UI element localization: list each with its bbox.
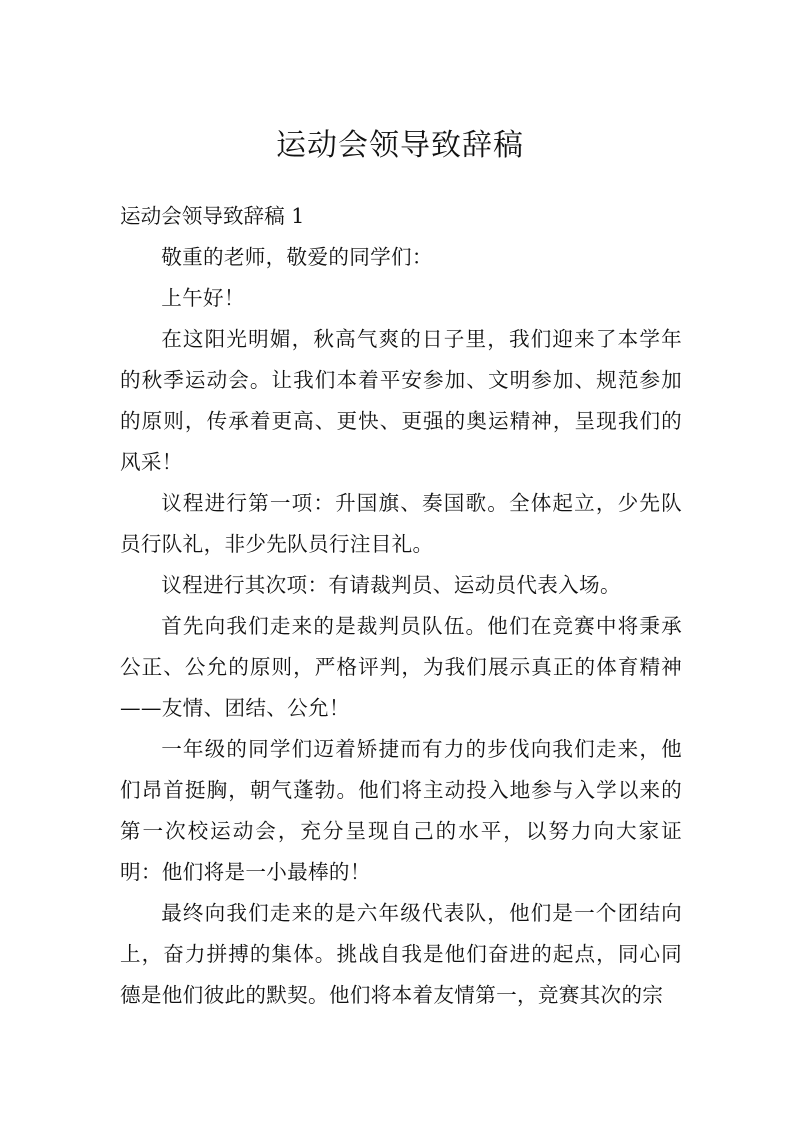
body-paragraph: 一年级的同学们迈着矫捷而有力的步伐向我们走来，他们昂首挺胸，朝气蓬勃。他们将主动投入地参与入学以来的第一次校运动会，充分呈现自己的水平，以努力向大家证明：他们将是一小最棒的！	[120, 737, 682, 884]
greeting-paragraph: 敬重的老师，敬爱的同学们：	[161, 245, 433, 269]
document-title: 运动会领导致辞稿	[276, 128, 524, 163]
body-paragraph: 在这阳光明媚，秋高气爽的日子里，我们迎来了本学年的秋季运动会。让我们本着平安参加、文明参加、规范参加的原则，传承着更高、更快、更强的奥运精神，呈现我们的风采！	[120, 327, 682, 474]
body-paragraph: 最终向我们走来的是六年级代表队，他们是一个团结向上，奋力拼搏的集体。挑战自我是他们奋进的起点，同心同德是他们彼此的默契。他们将本着友情第一，竞赛其次的宗	[120, 901, 682, 1007]
body-paragraph: 议程进行第一项：升国旗、奏国歌。全体起立，少先队员行队礼，非少先队员行注目礼。	[120, 491, 682, 556]
body-paragraph: 议程进行其次项：有请裁判员、运动员代表入场。	[161, 573, 621, 597]
section-heading: 运动会领导致辞稿 1	[120, 204, 305, 228]
document-body	[120, 196, 682, 1016]
salutation-paragraph: 上午好！	[161, 286, 245, 310]
body-paragraph: 首先向我们走来的是裁判员队伍。他们在竞赛中将秉承公正、公允的原则，严格评判，为我们展示真正的体育精神——友情、团结、公允！	[120, 614, 682, 720]
